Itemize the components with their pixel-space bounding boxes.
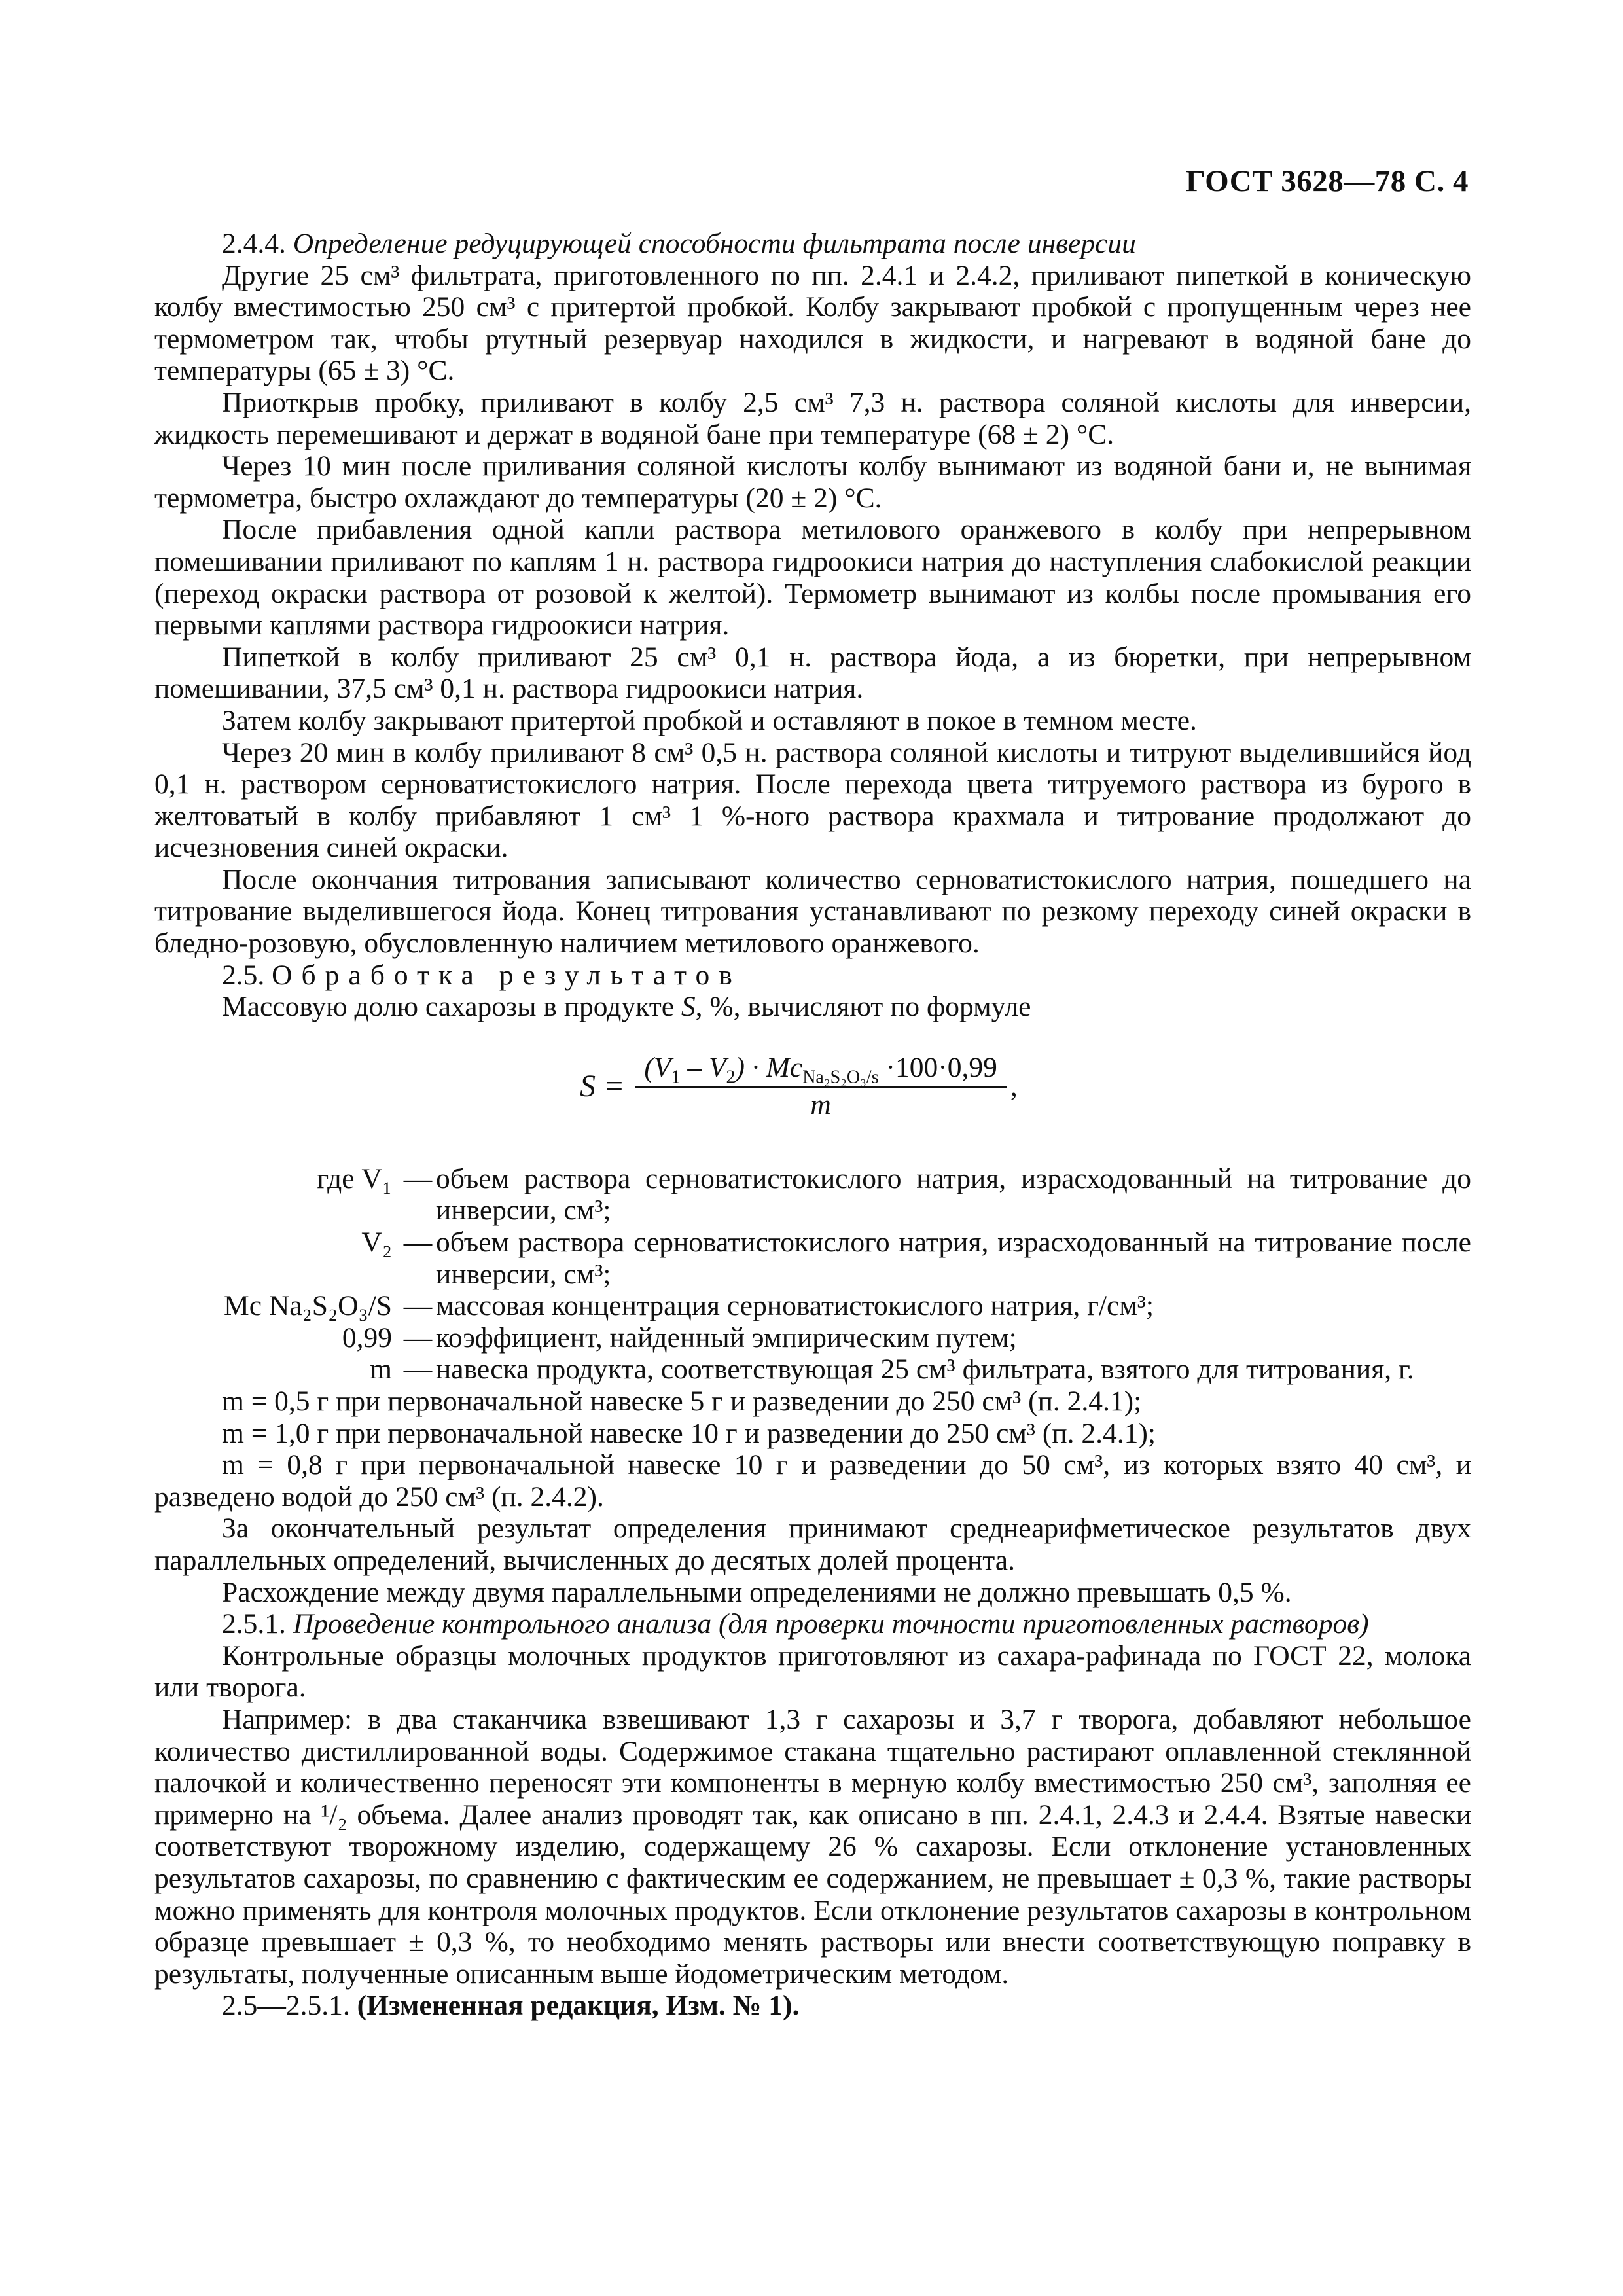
paragraph: После окончания титрования записывают количество серноватистокислого натрия, пошедшего на титрование выделившегося йода. Конец титрования устанавливают по резкому переходу синей окраски в бледно-розовую, обусловленную наличием метилового оранжевого. bbox=[154, 863, 1471, 960]
formula bbox=[580, 1037, 1018, 1136]
document-body bbox=[154, 228, 1471, 2022]
page-header bbox=[1186, 164, 1469, 199]
paragraph: Затем колбу закрывают притертой пробкой и оставляют в покое в темном месте. bbox=[222, 704, 1197, 736]
definition-dash: — bbox=[403, 1354, 433, 1386]
formula-intro bbox=[154, 991, 1471, 1023]
num-sub: 1 bbox=[671, 1067, 681, 1088]
amendment-text: (Измененная редакция, Изм. № 1). bbox=[357, 1990, 800, 2022]
definition-text: объем раствора серноватистокислого натрия, израсходованный на титрование до инверсии, см³; bbox=[436, 1162, 1471, 1227]
paragraph: Пипеткой в колбу приливают 25 см³ 0,1 н. раствора йода, а из бюретки, при непрерывном помешивании, 37,5 см³ 0,1 н. раствора гидроокиси натрия. bbox=[154, 641, 1471, 705]
definition-dash: — bbox=[403, 1290, 433, 1322]
definition-row bbox=[154, 1227, 1471, 1290]
paragraph: Например: в два стаканчика взвешивают 1,3 г сахарозы и 3,7 г творога, добавляют небольшое количество дистиллированной воды. Содержимое стакана тщательно растирают оплавленной стеклянной палочкой и количественно переносят эти компоненты в мерную колбу вместимостью 250 см³, заполняя ее примерно на ¹/₂ объема. Далее анализ проводят так, как описано в пп. 2.4.1, 2.4.3 и 2.4.4. Взятые навески соответствуют творожному изделию, содержащему 26 % сахарозы. Если отклонение установленных результатов сахарозы, по сравнению с фактическим ее содержанием, не превышает ± 0,3 %, такие растворы можно применять для контроля молочных продуктов. Если отклонение результатов сахарозы в контрольном образце превышает ± 0,3 %, то необходимо менять растворы или внести соответствующую поправку в результаты, полученные описанным выше йодометрическим методом. bbox=[154, 1703, 1471, 1990]
num-part: (V bbox=[644, 1052, 671, 1084]
definition-symbol: Mc Na₂S₂O₃/S bbox=[224, 1290, 392, 1322]
paragraph: Через 20 мин в колбу приливают 8 см³ 0,5 н. раствора соляной кислоты и титруют выделившийся йод 0,1 н. раствором серноватистокислого натрия. После перехода цвета титруемого раствора из бурого в желтоватый в колбу прибавляют 1 см³ 1 %-ного раствора крахмала и титрование продолжают до исчезновения синей окраски. bbox=[154, 736, 1471, 864]
definition-row bbox=[154, 1322, 1471, 1354]
paragraph: После прибавления одной капли раствора метилового оранжевого в колбу при непрерывном помешивании приливают по каплям 1 н. раствора гидроокиси натрия до наступления слабокислой реакции (переход окраски раствора от розовой к желтой). Термометр вынимают из колбы после промывания его первыми каплями раствора гидроокиси натрия. bbox=[154, 514, 1471, 641]
num-part: ·100·0,99 bbox=[878, 1052, 997, 1084]
amendment-ref: 2.5—2.5.1. bbox=[222, 1990, 357, 2022]
formula-block bbox=[154, 1037, 1471, 1155]
amendment-note bbox=[154, 1990, 1471, 2022]
num-part: – V bbox=[680, 1052, 726, 1084]
paragraph: Через 10 мин после приливания соляной кислоты колбу вынимают из водяной бани и, не вынимая термометра, быстро охлаждают до температуры (20 ± 2) °С. bbox=[154, 450, 1471, 514]
intro-text-end: , %, вычисляют по формуле bbox=[695, 991, 1031, 1023]
definition-dash: — bbox=[403, 1321, 433, 1354]
section-number: 2.5. bbox=[222, 959, 265, 991]
intro-variable: S bbox=[681, 991, 696, 1023]
variable-definitions bbox=[154, 1163, 1471, 1386]
num-part: ) · Mc bbox=[735, 1052, 803, 1084]
definition-row bbox=[154, 1354, 1471, 1386]
page-number: С. 4 bbox=[1414, 164, 1469, 198]
section-number: 2.5.1. bbox=[222, 1608, 286, 1640]
formula-numerator bbox=[635, 1052, 1006, 1088]
section-title: Обработка результатов bbox=[272, 959, 741, 991]
section-heading-2-5-1 bbox=[154, 1608, 1471, 1640]
definition-symbol: m bbox=[370, 1354, 392, 1386]
definition-symbol: 0,99 bbox=[342, 1321, 392, 1354]
paragraph: Другие 25 см³ фильтрата, приготовленного по пп. 2.4.1 и 2.4.2, приливают пипеткой в коническую колбу вместимостью 250 см³ с притертой пробкой. Колбу закрывают пробкой с пропущенным через нее термометром так, чтобы ртутный резервуар находился в жидкости, и нагревают в водяной бане до температуры (65 ± 3) °С. bbox=[154, 259, 1471, 387]
definition-symbol: где V₁ bbox=[317, 1162, 392, 1194]
definition-text: коэффициент, найденный эмпирическим путем; bbox=[436, 1321, 1017, 1354]
num-sub: Na₂S₂O₃/s bbox=[802, 1067, 879, 1088]
section-heading-2-4-4 bbox=[154, 228, 1471, 260]
definition-text: объем раствора серноватистокислого натрия, израсходованный на титрование после инверсии, см³; bbox=[436, 1227, 1471, 1290]
definition-row bbox=[154, 1290, 1471, 1322]
formula-denominator: m bbox=[810, 1088, 831, 1121]
formula-fraction bbox=[635, 1052, 1006, 1121]
definition-text: навеска продукта, соответствующая 25 см³ фильтрата, взятого для титрования, г. bbox=[436, 1354, 1414, 1386]
definition-dash: — bbox=[403, 1162, 433, 1194]
definition-row bbox=[154, 1163, 1471, 1227]
section-title: Определение редуцирующей способности фильтрата после инверсии bbox=[293, 228, 1136, 259]
section-heading-2-5 bbox=[154, 960, 1471, 992]
paragraph: За окончательный результат определения принимают среднеарифметическое результатов двух параллельных определений, вычисленных до десятых долей процента. bbox=[154, 1513, 1471, 1576]
section-number: 2.4.4. bbox=[222, 228, 286, 259]
section-title: Проведение контрольного анализа (для проверки точности приготовленных растворов) bbox=[293, 1608, 1369, 1640]
definition-text: массовая концентрация серноватистокислого натрия, г/см³; bbox=[436, 1290, 1154, 1322]
definition-dash: — bbox=[403, 1227, 433, 1259]
formula-comma: , bbox=[1010, 1070, 1018, 1102]
paragraph: Контрольные образцы молочных продуктов приготовляют из сахара-рафинада по ГОСТ 22, молока или творога. bbox=[154, 1640, 1471, 1704]
m-value-line: m = 1,0 г при первоначальной навеске 10 г и разведении до 250 см³ (п. 2.4.1); bbox=[222, 1417, 1156, 1449]
m-value-line: m = 0,8 г при первоначальной навеске 10 г и разведении до 50 см³, из которых взято 40 см³, и разведено водой до 250 см³ (п. 2.4.2). bbox=[154, 1449, 1471, 1513]
paragraph: Приоткрыв пробку, приливают в колбу 2,5 см³ 7,3 н. раствора соляной кислоты для инверсии, жидкость перемешивают и держат в водяной бане при температуре (68 ± 2) °С. bbox=[154, 386, 1471, 450]
m-value-line: m = 0,5 г при первоначальной навеске 5 г и разведении до 250 см³ (п. 2.4.1); bbox=[222, 1386, 1142, 1417]
intro-text: Массовую долю сахарозы в продукте bbox=[222, 991, 681, 1023]
standard-number: ГОСТ 3628—78 bbox=[1185, 164, 1406, 198]
num-sub: 2 bbox=[726, 1067, 736, 1088]
definition-symbol: V₂ bbox=[361, 1227, 392, 1259]
paragraph: Расхождение между двумя параллельными определениями не должно превышать 0,5 %. bbox=[222, 1576, 1292, 1608]
formula-lhs: S = bbox=[580, 1068, 625, 1103]
